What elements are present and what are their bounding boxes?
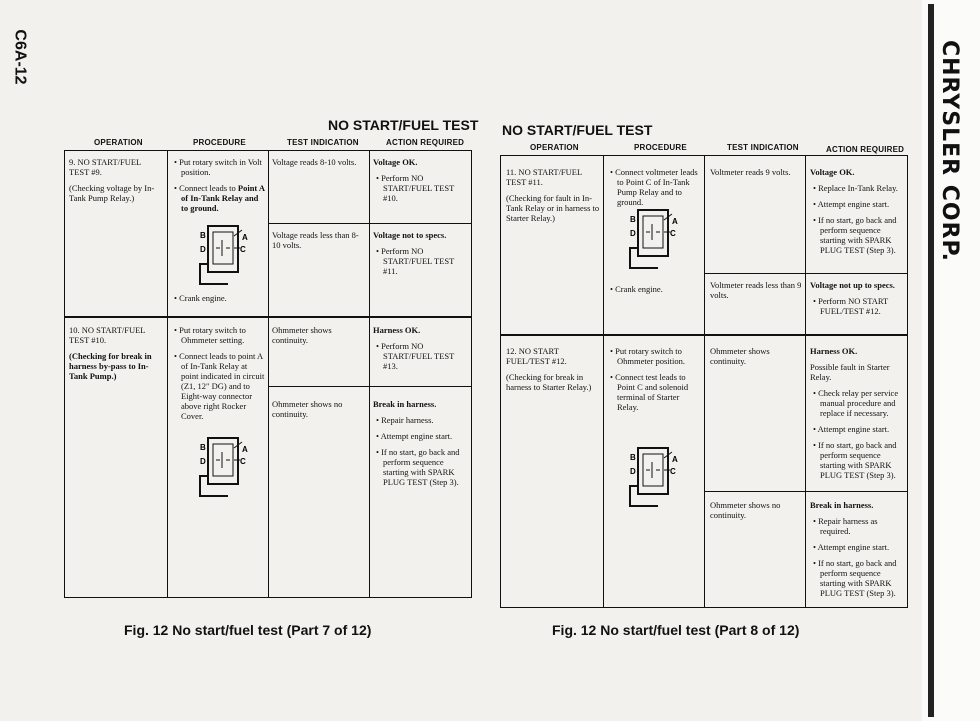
svg-text:D: D <box>630 467 636 476</box>
left-row1-indication-2: Voltage reads less than 8-10 volts. <box>272 230 359 251</box>
right-row1-operation: 11. NO START/FUEL TEST #11. (Checking for fault in In-Tank Relay or in harness to Starter Relay.) <box>506 167 600 224</box>
right-row1-action-2: Voltage not up to specs. • Perform NO START FUEL/TEST #12. <box>810 280 895 317</box>
right-figure-caption: Fig. 12 No start/fuel test (Part 8 of 12) <box>552 622 800 638</box>
left-row2-action-1: Harness OK. • Perform NO START/FUEL TEST #13. <box>373 325 455 372</box>
right-row2-action-1: Harness OK. Possible fault in Starter Relay. • Check relay per service manual procedure and replace if necessary. • Attempt engine start. • If no start, go back and perform sequence starting with SPARK PLUG TEST (Step 3). <box>810 346 899 481</box>
right-row1-action-1: Voltage OK. • Replace In-Tank Relay. • Attempt engine start. • If no start, go back and perform sequence starting with SPARK PLUG TEST (Step 3). <box>810 167 898 256</box>
right-col-action-required: ACTION REQUIRED <box>826 145 905 154</box>
left-row1-action-1: Voltage OK. • Perform NO START/FUEL TEST #10. <box>373 157 455 204</box>
right-col-test-indication: TEST INDICATION <box>727 143 799 152</box>
right-row2-indication-2: Ohmmeter shows no continuity. <box>710 500 781 521</box>
svg-text:A: A <box>672 217 678 226</box>
left-row1-action-2: Voltage not to specs. • Perform NO START/FUEL TEST #11. <box>373 230 455 277</box>
left-row1-indication-1: Voltage reads 8-10 volts. <box>272 157 357 167</box>
right-test-table <box>500 155 908 608</box>
brand-name: CHRYSLER CORP. <box>937 40 962 262</box>
right-row1-indication-1: Voltmeter reads 9 volts. <box>710 167 791 177</box>
left-col-operation: OPERATION <box>94 138 143 147</box>
right-row1-procedure: • Connect voltmeter leads to Point C of In-Tank Pump Relay and to ground. <box>610 167 698 208</box>
right-row1-indication-2: Voltmeter reads less than 9 volts. <box>710 280 802 301</box>
svg-text:C: C <box>240 457 246 466</box>
page-label: C6A-12 <box>11 29 29 85</box>
svg-text:A: A <box>672 455 678 464</box>
left-row2-operation: 10. NO START/FUEL TEST #10. (Checking for break in harness by-pass to In-Tank Pump.) <box>69 325 152 382</box>
relay-connector-diagram <box>612 446 692 512</box>
svg-text:D: D <box>200 245 206 254</box>
svg-text:C: C <box>670 229 676 238</box>
sidebar-rule <box>928 4 934 717</box>
right-row1-procedure-crank: • Crank engine. <box>610 284 663 294</box>
svg-text:D: D <box>200 457 206 466</box>
svg-text:B: B <box>630 215 636 224</box>
right-section-title: NO START/FUEL TEST <box>502 122 653 138</box>
right-col-operation: OPERATION <box>530 143 579 152</box>
svg-text:C: C <box>240 245 246 254</box>
left-row2-indication-1: Ohmmeter shows continuity. <box>272 325 332 346</box>
left-row1-procedure-crank: • Crank engine. <box>174 293 227 303</box>
left-row1-operation: 9. NO START/FUEL TEST #9. (Checking voltage by In-Tank Pump Relay.) <box>69 157 155 204</box>
right-col-procedure: PROCEDURE <box>634 143 687 152</box>
left-row2-action-2: Break in harness. • Repair harness. • Attempt engine start. • If no start, go back and perform sequence starting with SPARK PLUG TEST (Step 3). <box>373 399 460 488</box>
left-col-procedure: PROCEDURE <box>193 138 246 147</box>
left-section-title: NO START/FUEL TEST <box>328 117 479 133</box>
brand-sidebar <box>922 0 980 721</box>
left-col-test-indication: TEST INDICATION <box>287 138 359 147</box>
svg-text:C: C <box>670 467 676 476</box>
relay-connector-diagram <box>182 224 262 290</box>
svg-text:B: B <box>200 231 206 240</box>
svg-text:A: A <box>242 445 248 454</box>
svg-text:B: B <box>630 453 636 462</box>
right-row2-indication-1: Ohmmeter shows continuity. <box>710 346 770 367</box>
left-row1-procedure: • Put rotary switch in Volt position. • Connect leads to Point A of In-Tank Relay and to ground. <box>174 157 265 214</box>
right-row2-operation: 12. NO START FUEL/TEST #12. (Checking for break in harness to Starter Relay.) <box>506 346 592 393</box>
right-row2-action-2: Break in harness. • Repair harness as required. • Attempt engine start. • If no start, go back and perform sequence starting with SPARK PLUG TEST (Step 3). <box>810 500 897 599</box>
relay-connector-diagram <box>182 436 262 502</box>
left-test-table <box>64 150 472 598</box>
svg-text:B: B <box>200 443 206 452</box>
left-figure-caption: Fig. 12 No start/fuel test (Part 7 of 12) <box>124 622 372 638</box>
svg-text:D: D <box>630 229 636 238</box>
right-row2-procedure: • Put rotary switch to Ohmmeter position. • Connect test leads to Point C and solenoid terminal of Starter Relay. <box>610 346 689 413</box>
relay-connector-diagram <box>612 208 692 274</box>
left-row2-procedure: • Put rotary switch to Ohmmeter setting. • Connect leads to point A of In-Tank Relay at point indicated in circuit (Z1, 12" DG) and to Eight-way connector above right Rocker Cover. <box>174 325 265 422</box>
svg-text:A: A <box>242 233 248 242</box>
left-row2-indication-2: Ohmmeter shows no continuity. <box>272 399 343 420</box>
left-col-action-required: ACTION REQUIRED <box>386 138 465 147</box>
